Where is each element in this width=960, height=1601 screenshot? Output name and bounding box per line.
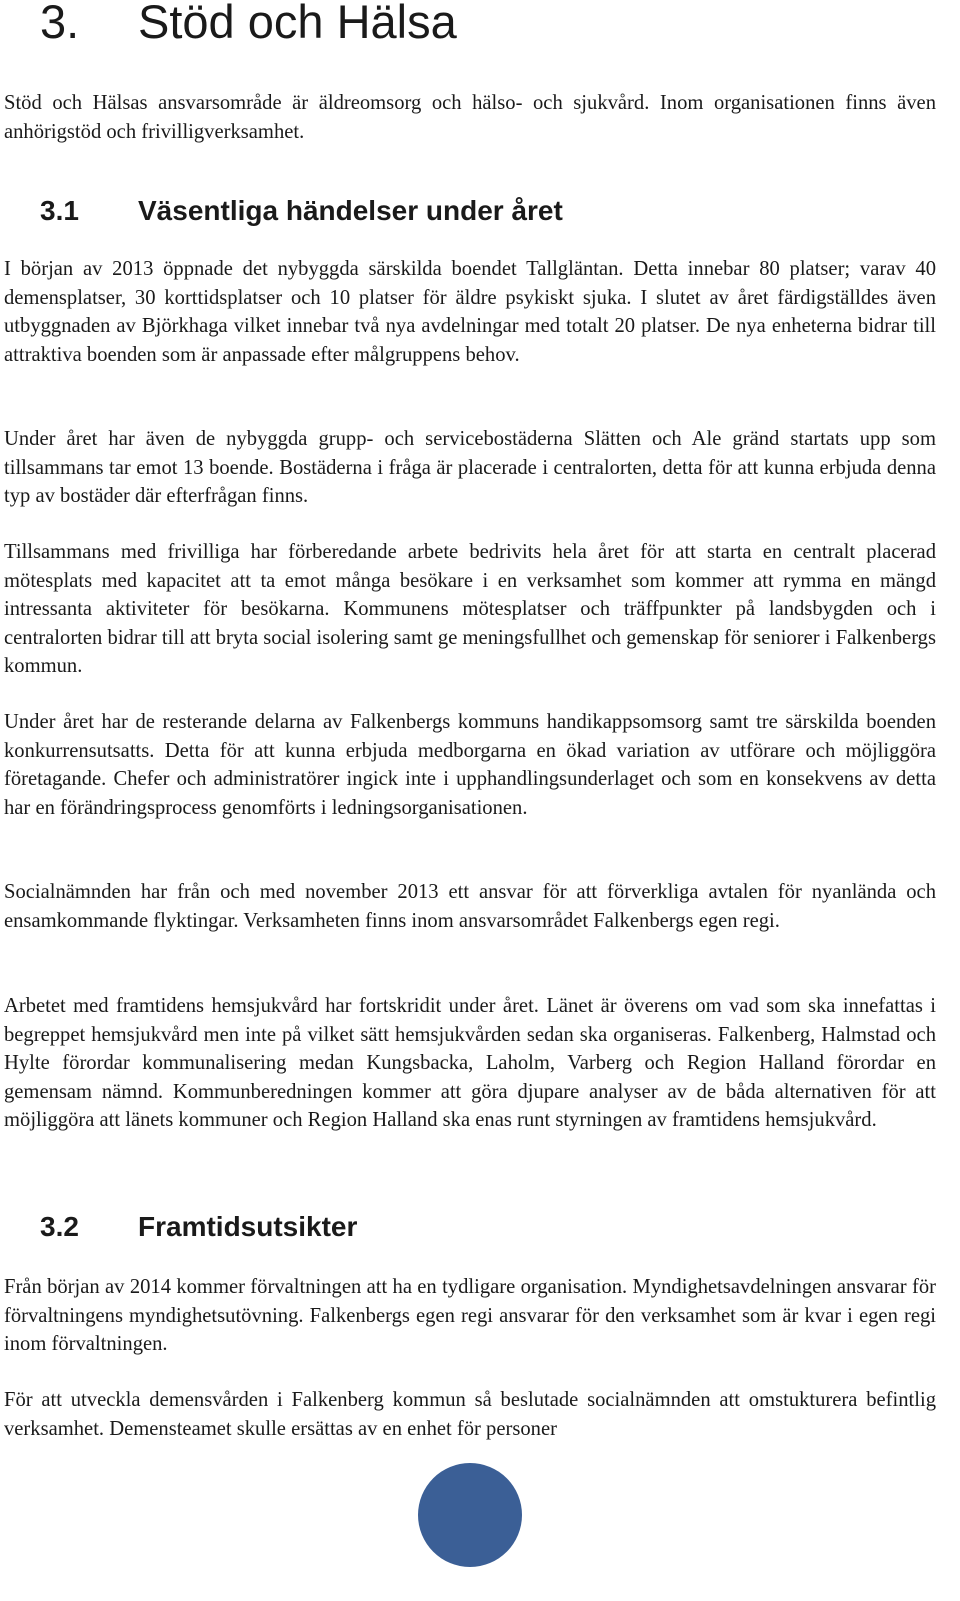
paragraph: Från början av 2014 kommer förvaltningen att ha en tydligare organisation. Myndighetsavdelningen ansvarar för förvaltningens myndighetsutövning. Falkenbergs egen regi ansvarar för den verksamhet som är kvar i egen regi inom förvaltningen. <box>4 1276 936 1356</box>
section-heading-3-1 <box>40 195 563 227</box>
section-number: 3.2 <box>40 1211 79 1242</box>
paragraph: För att utveckla demensvården i Falkenberg kommun så beslutade socialnämnden att omstukturera befintlig verksamhet. Demensteamet skulle ersättas av en enhet för personer <box>4 1389 936 1440</box>
chapter-title: Stöd och Hälsa <box>138 0 457 48</box>
intro-paragraph: Stöd och Hälsas ansvarsområde är äldreomsorg och hälso- och sjukvård. Inom organisationen finns även anhörigstöd och frivilligverksamhet. <box>4 92 936 143</box>
paragraph: Arbetet med framtidens hemsjukvård har fortskridit under året. Länet är överens om vad som ska innefattas i begreppet hemsjukvård men inte på vilket sätt hemsjukvården sedan ska organiseras. Falkenberg, Halmstad och Hylte förordar kommunalisering medan Kungsbacka, Laholm, Varberg och Region Halland förordar en gemensam nämnd. Kommunberedningen kommer att göra djupare analyser av de båda alternativen för att möjliggöra att länets kommuner och Region Halland ska enas runt styrningen av framtidens hemsjukvård. <box>4 995 936 1132</box>
paragraph: Socialnämnden har från och med november 2013 ett ansvar för att förverkliga avtalen för nyanlända och ensamkommande flyktingar. Verksamheten finns inom ansvarsområdet Falkenbergs egen regi. <box>4 881 936 932</box>
paragraph: I början av 2013 öppnade det nybyggda särskilda boendet Tallgläntan. Detta innebar 80 platser; varav 40 demensplatser, 30 korttidsplatser och 10 platser för äldre psykiskt sjuka. I slutet av året färdigställdes även utbyggnaden av Björkhaga vilket innebar två nya avdelningar med totalt 20 platser. De nya enheterna bidrar till attraktiva boenden som är anpassade efter målgruppens behov. <box>4 258 936 366</box>
section-number: 3.1 <box>40 195 79 226</box>
chapter-heading <box>40 0 457 49</box>
section-title: Framtidsutsikter <box>138 1211 358 1242</box>
paragraph: Under året har även de nybyggda grupp- och servicebostäderna Slätten och Ale gränd startats upp som tillsammans tar emot 13 boende. Bostäderna i fråga är placerade i centralorten, detta för att kunna erbjuda denna typ av bostäder där efterfrågan finns. <box>4 428 936 508</box>
paragraph: Under året har de resterande delarna av Falkenbergs kommuns handikappsomsorg samt tre särskilda boenden konkurrensutsatts. Detta för att kunna erbjuda medborgarna en ökad variation av utförare och möjliggöra företagande. Chefer och administratörer ingick inte i upphandlingsunderlaget och som en konsekvens av detta har en förändringsprocess genomförts i ledningsorganisationen. <box>4 711 936 819</box>
chapter-number: 3. <box>40 0 80 48</box>
section-heading-3-2 <box>40 1211 357 1243</box>
page-marker-circle <box>418 1463 522 1567</box>
paragraph: Tillsammans med frivilliga har förberedande arbete bedrivits hela året för att starta en centralt placerad mötesplats med kapacitet att ta emot många besökare i en verksamhet som kommer att rymma en mängd intressanta aktiviteter för besökarna. Kommunens mötesplatser och träffpunkter på landsbygden och i centralorten bidrar till att bryta social isolering samt ge meningsfullhet och gemenskap för seniorer i Falkenbergs kommun. <box>4 541 936 678</box>
section-title: Väsentliga händelser under året <box>138 195 563 226</box>
